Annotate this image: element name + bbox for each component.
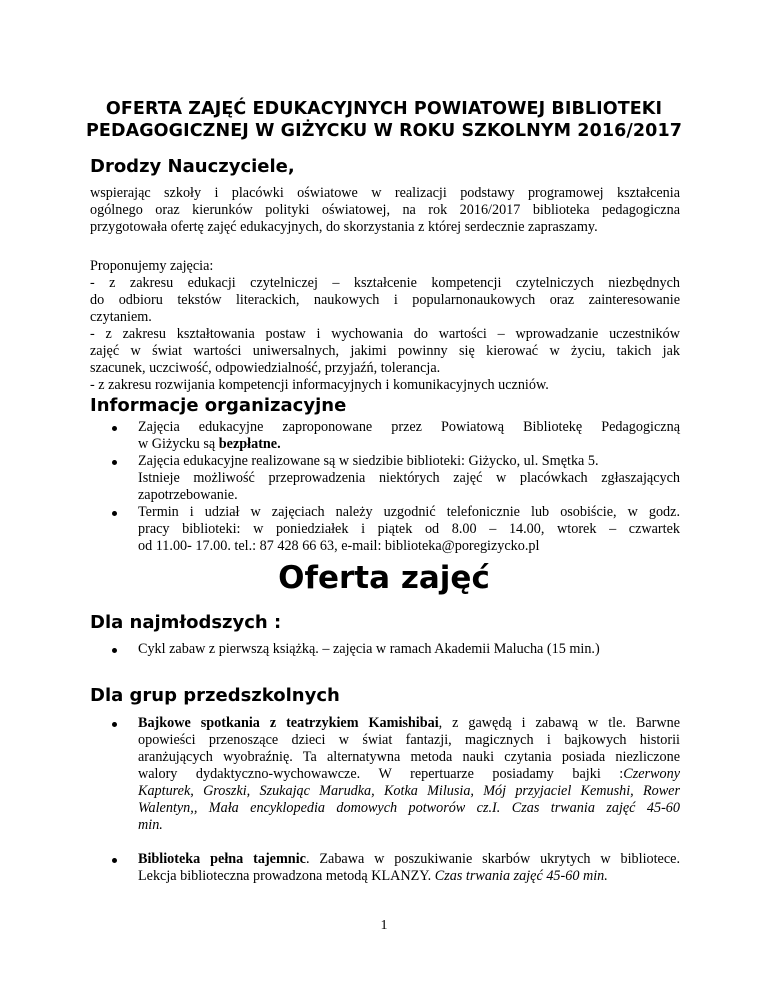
proposals-paragraph: [90, 258, 680, 394]
bullet-icon: [112, 648, 117, 653]
title-line-2: PEDAGOGICZNEJ W GIŻYCKU W ROKU SZKOLNYM 2016/2017: [85, 121, 683, 141]
free-label: bezpłatne.: [218, 436, 281, 452]
list-item: Zajęcia edukacyjne realizowane są w siedzibie biblioteki: Giżycko, ul. Smętka 5. Istnieje możliwość przeprowadzenia niektórych zajęć w placówkach zgłaszających zapotrzebowanie.: [90, 453, 680, 504]
list-item: Biblioteka pełna tajemnic. Zabawa w poszukiwanie skarbów ukrytych w bibliotece. Lekcja biblioteczna prowadzona metodą KLANZY. Czas trwania zajęć 45-60 min.: [90, 851, 680, 885]
proposals-line: - z zakresu kształtowania postaw i wychowania do wartości – wprowadzanie uczestników: [90, 326, 680, 342]
intro-line: wspierając szkoły i placówki oświatowe w realizacji podstawy programowej kształcenia: [90, 185, 680, 201]
bullet-icon: [112, 426, 117, 431]
proposals-line: - z zakresu rozwijania kompetencji informacyjnych i komunikacyjnych uczniów.: [90, 377, 549, 393]
preschool-heading: Dla grup przedszkolnych: [90, 685, 340, 706]
proposals-line: szacunek, uczciwość, odpowiedzialność, przyjaźń, tolerancja.: [90, 360, 441, 376]
youngest-heading: Dla najmłodszych :: [90, 612, 282, 633]
org-heading: Informacje organizacyjne: [90, 395, 347, 416]
proposals-line: czytaniem.: [90, 309, 152, 325]
bullet-icon: [112, 858, 117, 863]
bullet-icon: [112, 460, 117, 465]
youngest-list: [90, 641, 680, 658]
bullet-icon: [112, 511, 117, 516]
proposals-line: Proponujemy zajęcia:: [90, 258, 214, 274]
intro-line: ogólnego oraz kierunków polityki oświatowej, na rok 2016/2017 biblioteka pedagogiczna: [90, 202, 680, 218]
intro-paragraph: [90, 185, 680, 236]
bullet-icon: [112, 722, 117, 727]
activity-title: Biblioteka pełna tajemnic: [138, 851, 306, 867]
preschool-list: [90, 715, 680, 885]
proposals-line: - z zakresu edukacji czytelniczej – kształcenie kompetencji czytelniczych niezbędnych: [90, 275, 680, 291]
list-item: Bajkowe spotkania z teatrzykiem Kamishibai, z gawędą i zabawą w tle. Barwne opowieści przenoszące dzieci w świat fantazji, magicznych i bajkowych historii aranżujących wyobraźnię. Ta alternatywna metoda nauki czytania posiada niezliczone walory dydaktyczno-wychowawcze. W repertuarze posiadamy bajki :Czerwony Kapturek, Groszki, Szukając Marudka, Kotka Milusia, Mój przyjaciel Kemushi, Rower Walentyn,, Mała encyklopedia domowych potworów cz.I. Czas trwania zajęć 45-60 min.: [90, 715, 680, 834]
list-item: Termin i udział w zajęciach należy uzgodnić telefonicznie lub osobiście, w godz. pracy biblioteki: w poniedziałek i piątek od 8.00 – 14.00, wtorek – czwartek od 11.00- 17.00. tel.: 87 428 66 63, e-mail: biblioteka@poregizycko.pl: [90, 504, 680, 555]
proposals-line: do odbioru tekstów literackich, naukowych i popularnonaukowych oraz zainteresowanie: [90, 292, 680, 308]
intro-line: przygotowała ofertę zajęć edukacyjnych, do skorzystania z której serdecznie zapraszamy.: [90, 219, 598, 235]
offer-heading: Oferta zajęć: [278, 560, 490, 596]
org-list: [90, 419, 680, 555]
page-number: 1: [380, 918, 388, 933]
document-title: [60, 98, 708, 142]
greeting-heading: Drodzy Nauczyciele,: [90, 156, 295, 177]
activity-title: Bajkowe spotkania z teatrzykiem Kamishibai: [138, 715, 439, 731]
list-item: Zajęcia edukacyjne zaproponowane przez Powiatową Bibliotekę Pedagogiczną w Giżycku są bezpłatne.: [90, 419, 680, 453]
proposals-line: zajęć w świat wartości uniwersalnych, jakimi powinny się kierować w życiu, takich jak: [90, 343, 680, 359]
list-item: Cykl zabaw z pierwszą książką. – zajęcia w ramach Akademii Malucha (15 min.): [90, 641, 680, 658]
title-line-1: OFERTA ZAJĘĆ EDUKACYJNYCH POWIATOWEJ BIBLIOTEKI: [105, 99, 663, 119]
